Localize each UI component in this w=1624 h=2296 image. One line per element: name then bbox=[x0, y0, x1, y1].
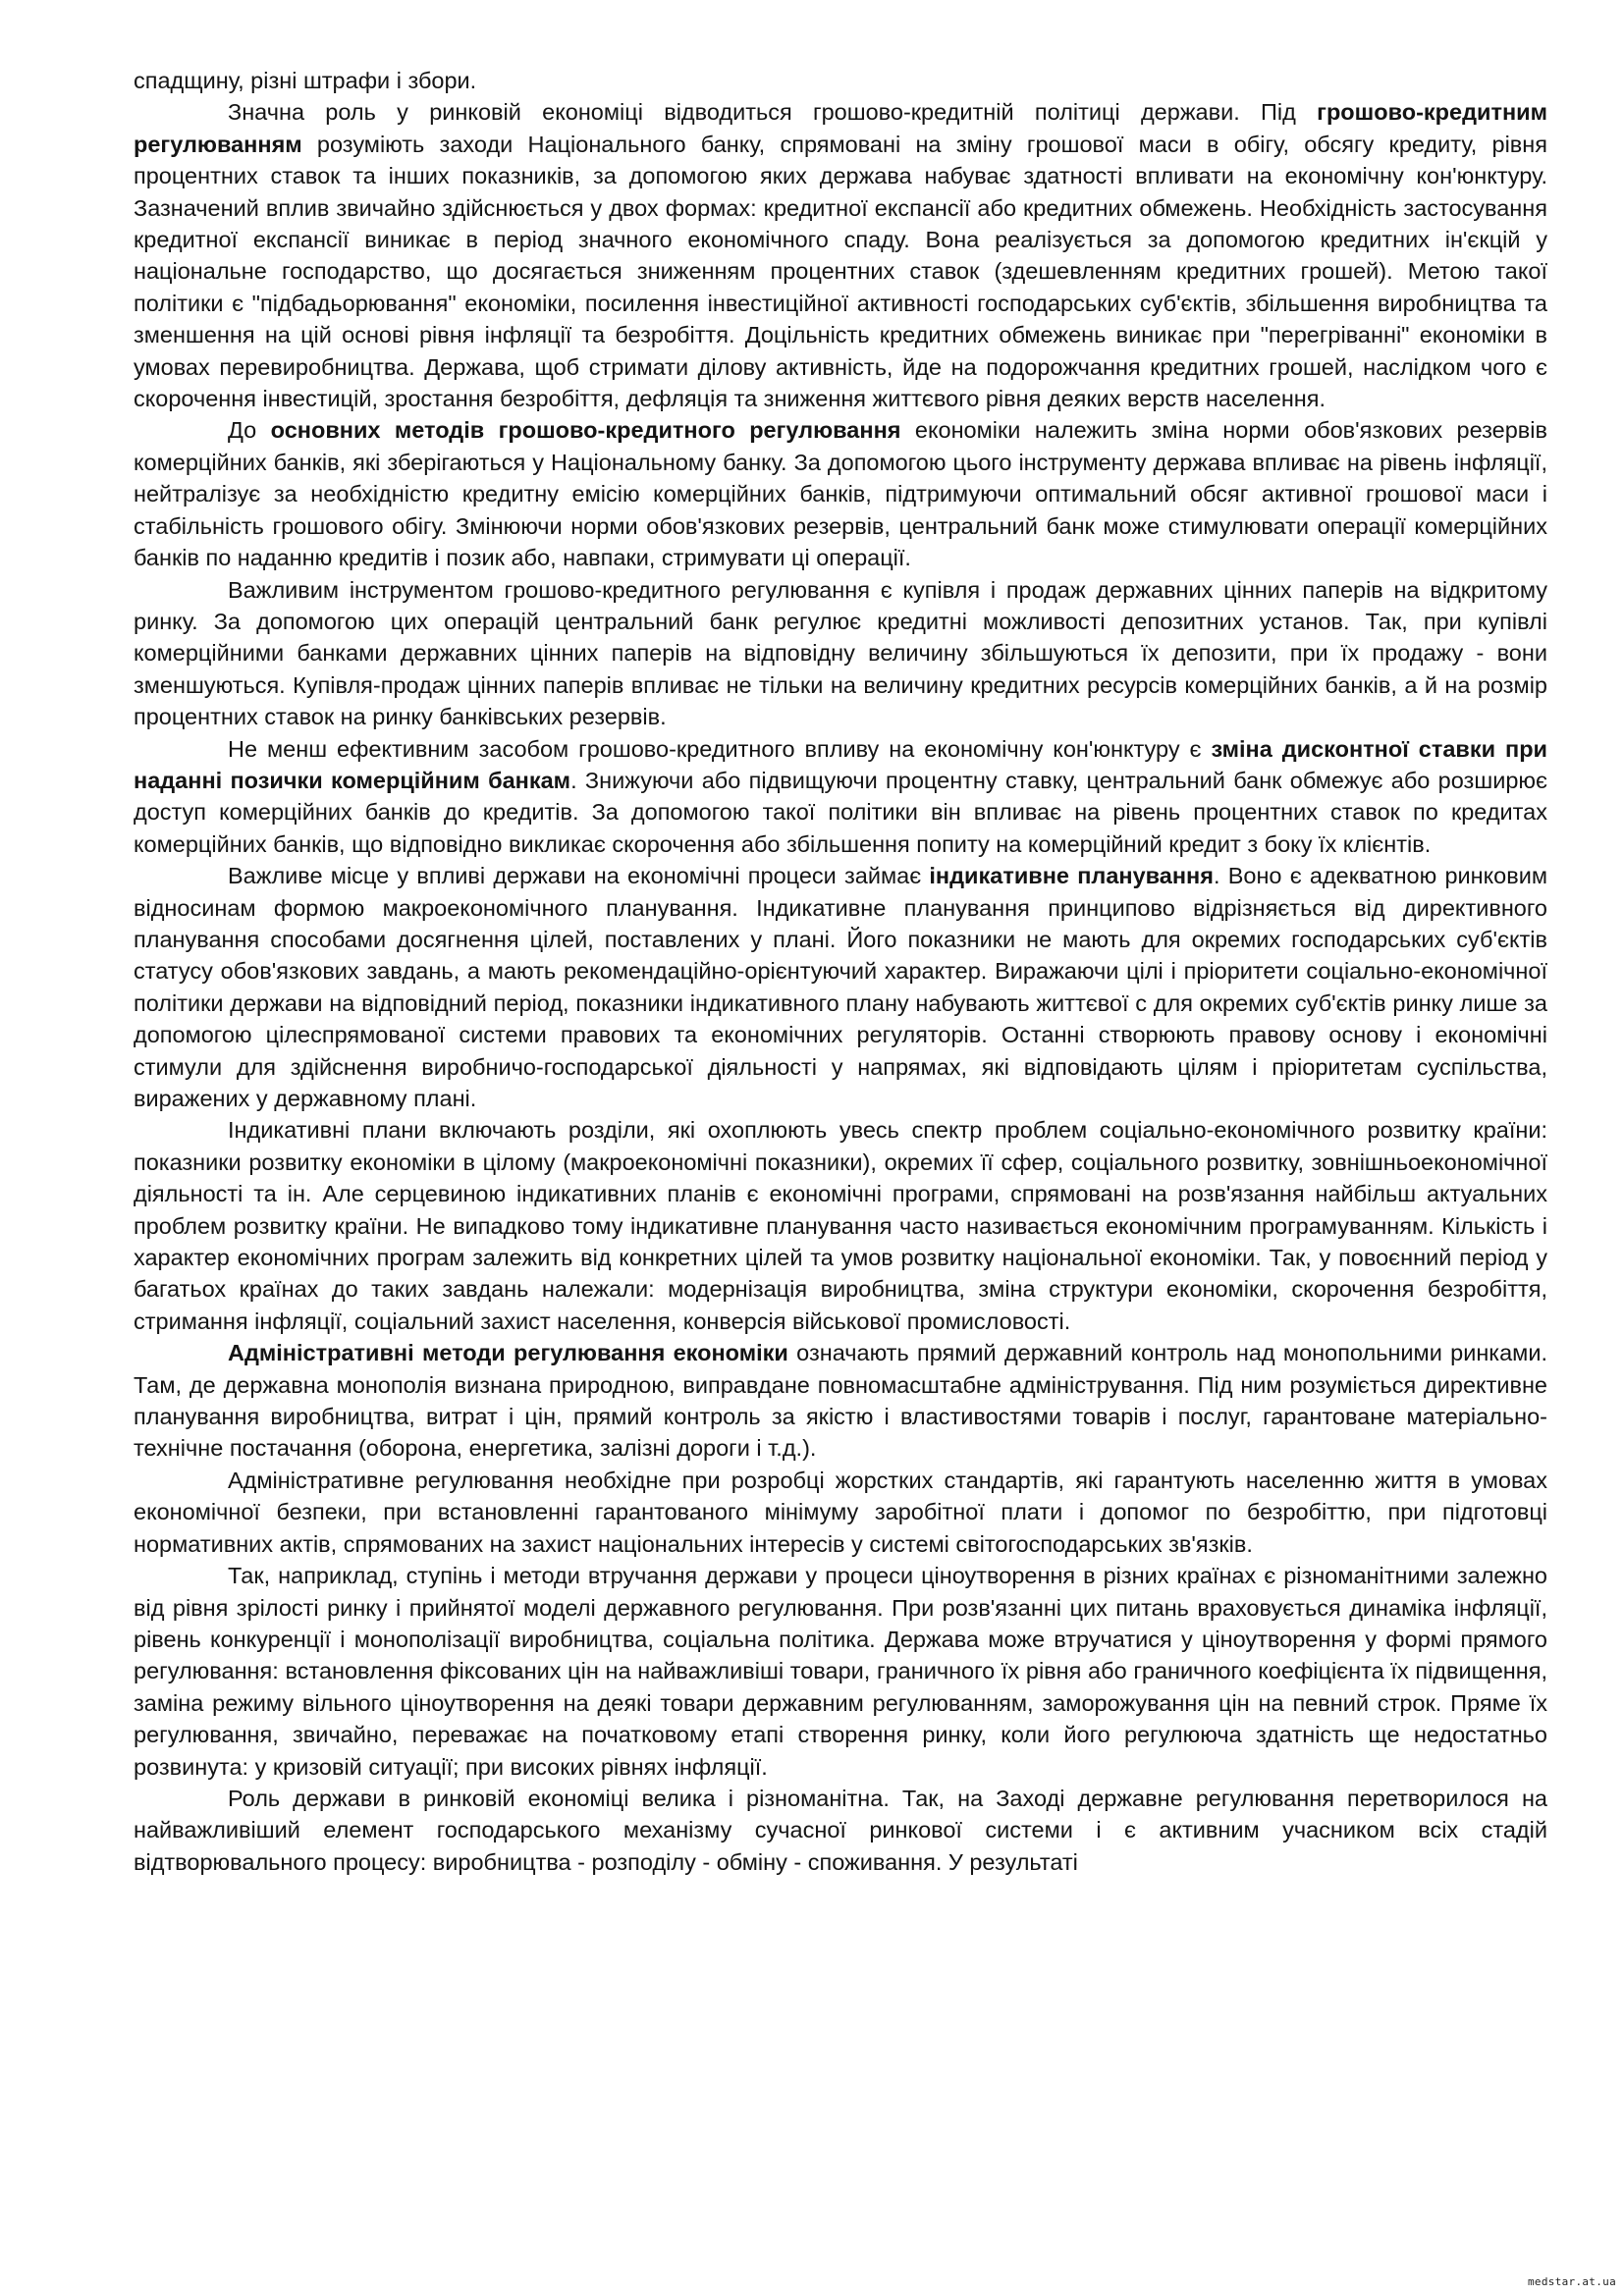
paragraph bbox=[134, 96, 1547, 414]
paragraph bbox=[134, 1337, 1547, 1465]
bold-term: основних методів грошово-кредитного регулювання bbox=[270, 417, 901, 444]
paragraph-text: . Знижуючи або підвищуючи процентну ставку, центральний банк обмежує або розширює доступ комерційних банків до кредитів. За допомогою такої політики він впливає на рівень процентних ставок по кредитах комерційних банків, що відповідно викликає скорочення або збільшення попиту на комерційний кредит з боку їх клієнтів. bbox=[134, 767, 1548, 857]
bold-term: індикативне планування bbox=[929, 863, 1214, 889]
watermark: medstar.at.ua bbox=[1528, 2275, 1616, 2288]
paragraph-text: спадщину, різні штрафи і збори. bbox=[134, 68, 477, 93]
paragraph bbox=[134, 1560, 1547, 1783]
paragraph-text: Адміністративне регулювання необхідне при розробці жорстких стандартів, які гарантують населенню життя в умовах економічної безпеки, при встановленні гарантованого мінімуму заробітної плати і допомог по безробіттю, при підготовці нормативних актів, спрямованих на захист національних інтересів у системі світогосподарських зв'язків. bbox=[134, 1467, 1547, 1557]
paragraph-text: Важливим інструментом грошово-кредитного регулювання є купівля і продаж державних цінних паперів на відкритому ринку. За допомогою цих операцій центральний банк регулює кредитні можливості депозитних установ. Так, при купівлі комерційними банками державних цінних паперів на відповідну величину збільшуються їх депозити, при їх продажу - вони зменшуються. Купівля-продаж цінних паперів впливає не тільки на величину кредитних ресурсів комерційних банків, а й на розмір процентних ставок на ринку банківських резервів. bbox=[134, 576, 1547, 730]
bold-term: Адміністративні методи регулювання економіки bbox=[228, 1340, 788, 1366]
paragraph-text: До bbox=[228, 417, 271, 444]
paragraph-text: . Воно є адекватною ринковим відносинам формою макроекономічного планування. Індикативне планування принципово відрізняється від директивного планування способами досягнення цілей, поставлених у плані. Його показники не мають для окремих господарських суб'єктів статусу обов'язкових завдань, а мають рекомендаційно-орієнтуючий характер. Виражаючи цілі і пріоритети соціально-економічної політики держави на відповідний період, показники індикативного плану набувають життєвої с для окремих суб'єктів ринку лише за допомогою цілеспрямованої системи правових та економічних регуляторів. Останні створюють правову основу і економічні стимули для здійснення виробничо-господарської діяльності у напрямах, які відповідають цілям і пріоритетам суспільства, виражених у державному плані. bbox=[134, 863, 1548, 1111]
paragraph-text: розуміють заходи Національного банку, спрямовані на зміну грошової маси в обігу, обсягу кредиту, рівня процентних ставок та інших показників, за допомогою яких держава набуває здатності впливати на економічну кон'юнктуру. Зазначений вплив звичайно здійснюється у двох формах: кредитної експансії або кредитних обмежень. Необхідність застосування кредитної експансії виникає в період значного економічного спаду. Вона реалізується за допомогою кредитних ін'єкцій у національне господарство, що досягається зниженням процентних ставок (здешевленням кредитних грошей). Метою такої політики є "підбадьорювання" економіки, посилення інвестиційної активності господарських суб'єктів, збільшення виробництва та зменшення на цій основі рівня інфляції та безробіття. Доцільність кредитних обмежень виникає при "перегріванні" економіки в умовах перевиробництва. Держава, щоб стримати ділову активність, йде на подорожчання кредитних грошей, наслідком чого є скорочення інвестицій, зростання безробіття, дефляція та зниження життєвого рівня деяких верств населення. bbox=[134, 131, 1547, 412]
paragraph bbox=[134, 1465, 1547, 1560]
paragraph-text: Значна роль у ринковій економіці відводиться грошово-кредитній політиці держави. Під bbox=[228, 99, 1318, 126]
paragraph-text: Роль держави в ринковій економіці велика і різноманітна. Так, на Заході державне регулювання перетворилося на найважливіший елемент господарського механізму сучасної ринкової системи і є активним учасником всіх стадій відтворювального процесу: виробництва - розподілу - обміну - споживання. У результаті bbox=[134, 1785, 1547, 1875]
paragraph bbox=[134, 65, 1547, 96]
paragraph bbox=[134, 860, 1547, 1114]
paragraph bbox=[134, 414, 1547, 573]
paragraph bbox=[134, 1783, 1547, 1878]
paragraph bbox=[134, 574, 1547, 733]
paragraph bbox=[134, 1114, 1547, 1337]
paragraph-text: Індикативні плани включають розділи, які охоплюють увесь спектр проблем соціально-економічного розвитку країни: показники розвитку економіки в цілому (макроекономічні показники), окремих її сфер, соціального розвитку, зовнішньоекономічної діяльності та ін. Але серцевиною індикативних планів є економічні програми, спрямовані на розв'язання найбільш актуальних проблем розвитку країни. Не випадково тому індикативне планування часто називається економічним програмуванням. Кількість і характер економічних програм залежить від конкретних цілей та умов розвитку національної економіки. Так, у повоєнний період у багатьох країнах до таких завдань належали: модернізація виробництва, зміна структури економіки, скорочення безробіття, стримання інфляції, соціальний захист населення, конверсія військової промисловості. bbox=[134, 1117, 1547, 1334]
paragraph-text: Важливе місце у впливі держави на економічні процеси займає bbox=[228, 863, 930, 889]
bold-term: зміна дисконтної ставки при наданні позички комерційним банкам bbox=[134, 735, 1548, 793]
paragraph-text: Не менш ефективним засобом грошово-кредитного впливу на економічну кон'юнктуру є bbox=[228, 735, 1212, 762]
paragraph bbox=[134, 733, 1547, 861]
bold-term: грошово-кредитним регулюванням bbox=[134, 99, 1547, 157]
document-body bbox=[134, 65, 1547, 1878]
paragraph-text: означають прямий державний контроль над монопольними ринками. Там, де державна монополія визнана природною, виправдане повномасштабне адміністрування. Під ним розуміється директивне планування виробництва, витрат і цін, прямий контроль за якістю і властивостями товарів і послуг, гарантоване матеріально-технічне постачання (оборона, енергетика, залізні дороги і т.д.). bbox=[134, 1340, 1547, 1462]
paragraph-text: економіки належить зміна норми обов'язкових резервів комерційних банків, які зберігаються у Національному банку. За допомогою цього інструменту держава впливає на рівень інфляції, нейтралізує за необхідністю кредитну емісію комерційних банків, підтримуючи оптимальний обсяг активної грошової маси і стабільність грошового обігу. Змінюючи норми обов'язкових резервів, центральний банк може стимулювати операції комерційних банків по наданню кредитів і позик або, навпаки, стримувати ці операції. bbox=[134, 417, 1547, 571]
paragraph-text: Так, наприклад, ступінь і методи втручання держави у процеси ціноутворення в різних країнах є різноманітними залежно від рівня зрілості ринку і прийнятої моделі державного регулювання. При розв'язанні цих питань враховується динаміка інфляції, рівень конкуренції і монополізації виробництва, соціальна політика. Держава може втручатися у ціноутворення у формі прямого регулювання: встановлення фіксованих цін на найважливіші товари, граничного їх рівня або граничного коефіцієнта їх підвищення, заміна режиму вільного ціноутворення на деякі товари державним регулюванням, заморожування цін на певний строк. Пряме їх регулювання, звичайно, переважає на початковому етапі створення ринку, коли його регулююча здатність ще недостатньо розвинута: у кризовій ситуації; при високих рівнях інфляції. bbox=[134, 1563, 1547, 1780]
